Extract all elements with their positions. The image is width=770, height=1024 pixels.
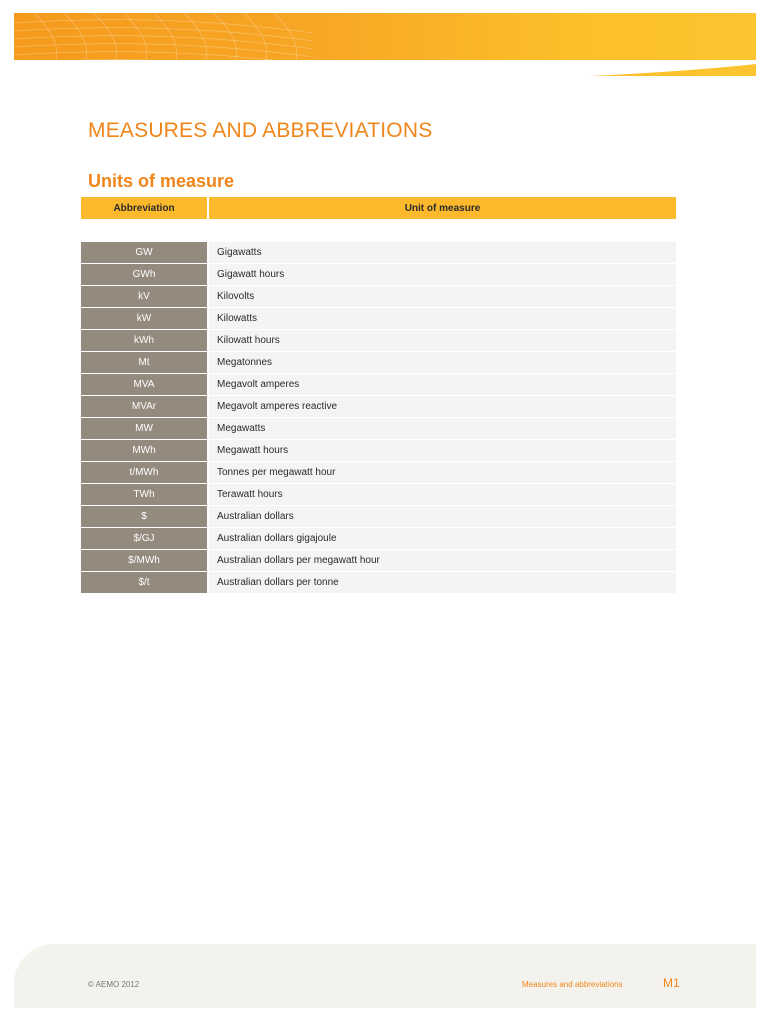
unit-cell: Australian dollars	[209, 506, 676, 528]
banner-curve	[14, 60, 756, 90]
units-table	[81, 197, 676, 594]
unit-cell: Megawatt hours	[209, 440, 676, 462]
abbreviation-cell: t/MWh	[81, 462, 209, 484]
table-row	[81, 374, 676, 396]
unit-cell: Gigawatts	[209, 242, 676, 264]
table-row	[81, 286, 676, 308]
abbreviation-cell: MWh	[81, 440, 209, 462]
unit-cell: Kilowatts	[209, 308, 676, 330]
footer-band	[14, 944, 756, 1008]
table-row	[81, 418, 676, 440]
abbreviation-cell: MVA	[81, 374, 209, 396]
abbreviation-cell: kW	[81, 308, 209, 330]
table-row	[81, 264, 676, 286]
table-row	[81, 462, 676, 484]
unit-cell: Kilovolts	[209, 286, 676, 308]
page-number: M1	[663, 976, 680, 990]
units-table-body	[81, 242, 676, 594]
unit-cell: Gigawatt hours	[209, 264, 676, 286]
table-header-row	[81, 197, 676, 220]
table-row	[81, 396, 676, 418]
abbreviation-cell: kWh	[81, 330, 209, 352]
table-row	[81, 242, 676, 264]
unit-column-header: Unit of measure	[209, 197, 676, 220]
table-row	[81, 330, 676, 352]
footer-copyright: © AEMO 2012	[88, 980, 140, 989]
page-title: MEASURES AND ABBREVIATIONS	[88, 119, 433, 142]
unit-cell: Terawatt hours	[209, 484, 676, 506]
abbreviation-cell: TWh	[81, 484, 209, 506]
abbreviation-cell: GWh	[81, 264, 209, 286]
unit-cell: Kilowatt hours	[209, 330, 676, 352]
abbreviation-cell: kV	[81, 286, 209, 308]
table-row	[81, 440, 676, 462]
abbreviation-column-header: Abbreviation	[81, 197, 209, 220]
table-row	[81, 572, 676, 594]
abbreviation-cell: $/MWh	[81, 550, 209, 572]
abbreviation-cell: MVAr	[81, 396, 209, 418]
unit-cell: Megavolt amperes	[209, 374, 676, 396]
abbreviation-cell: $/GJ	[81, 528, 209, 550]
abbreviation-cell: $/t	[81, 572, 209, 594]
abbreviation-cell: MW	[81, 418, 209, 440]
abbreviation-cell: GW	[81, 242, 209, 264]
footer-section-name: Measures and abbreviations	[522, 980, 623, 989]
table-row	[81, 308, 676, 330]
table-row	[81, 352, 676, 374]
abbreviation-cell: $	[81, 506, 209, 528]
unit-cell: Megawatts	[209, 418, 676, 440]
table-row	[81, 484, 676, 506]
unit-cell: Australian dollars per megawatt hour	[209, 550, 676, 572]
unit-cell: Australian dollars gigajoule	[209, 528, 676, 550]
unit-cell: Australian dollars per tonne	[209, 572, 676, 594]
unit-cell: Megavolt amperes reactive	[209, 396, 676, 418]
section-title: Units of measure	[88, 171, 235, 191]
unit-cell: Tonnes per megawatt hour	[209, 462, 676, 484]
abbreviation-cell: Mt	[81, 352, 209, 374]
table-row	[81, 550, 676, 572]
table-row	[81, 506, 676, 528]
unit-cell: Megatonnes	[209, 352, 676, 374]
table-row	[81, 528, 676, 550]
